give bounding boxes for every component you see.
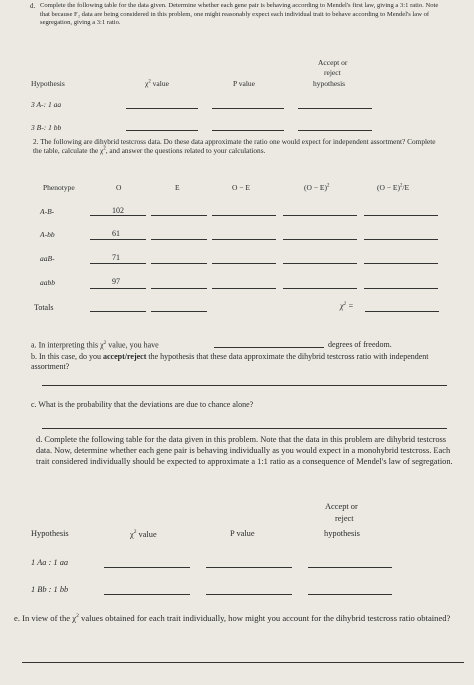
totals-label: Totals [34,303,54,312]
e-blank[interactable] [151,288,207,289]
question-a: a. In interpreting this $\chi^2$ value, you have [31,340,159,350]
oe2-blank[interactable] [283,288,357,289]
chi-component-blank[interactable] [364,239,438,240]
hypothesis-row-bb: 3 B-: 1 bb [31,123,62,132]
hypothesis-header-2b: hypothesis [324,529,360,538]
hypothesis-row-1aa: 1 Aa : 1 aa [31,558,69,567]
hypothesis-row-1bb: 1 Bb : 1 bb [31,585,69,594]
phenotype-header: Phenotype [43,183,75,192]
chi-component-blank[interactable] [364,263,438,264]
chi-square-total-blank[interactable] [365,311,439,312]
oe-blank[interactable] [212,215,276,216]
question-b: b. In this case, do you accept/reject the hypothesis that these data approximate the dihybrid testcross ratio with independent assortment? [31,352,429,372]
phenotype-row-label: aaB- [40,254,55,263]
chi-square-total-label: $\chi^2$ = [340,301,354,311]
hypothesis-header-1: Hypothesis [31,79,65,88]
oe-blank[interactable] [212,263,276,264]
e-blank[interactable] [151,215,207,216]
chi-value-header-1: $\chi^2$ value [145,79,169,88]
accept-blank[interactable] [308,594,392,595]
p-blank[interactable] [206,567,292,568]
question-c-answer-line[interactable] [42,428,447,429]
o-blank[interactable] [90,239,146,240]
p-blank[interactable] [212,108,284,109]
part-d-bottom-instructions: d. Complete the following table for the data given in this problem. Note that the data in this problem are dihybrid testcross data. Now, determine whether each gene pair is behaving individually as you would expect in a monohybrid testcross. Each trait considered individually should be expected to approximate a 1:1 ratio as a consequence of Mendel's law of segregation. [36,435,453,466]
oe-blank[interactable] [212,239,276,240]
phenotype-row-label: A-B- [40,207,55,216]
hypothesis-header-1b: hypothesis [313,79,346,88]
question-2-text: 2. The following are dihybrid testcross data. Do these data approximate the ratio one would expect for independent assortment? Complete the table, calculate the $\chi^2$, and answer the questions related to your calculations. [33,137,436,156]
chi-blank[interactable] [104,594,190,595]
p-blank[interactable] [212,130,284,131]
total-o-blank[interactable] [90,311,146,312]
part-d-top-label: d. [30,2,36,10]
oe2-blank[interactable] [283,239,357,240]
part-d-top-instructions: Complete the following table for the data given. Determine whether each gene pair is behaving according to Mendel's first law, giving a 3:1 ratio. Note that because F₂ data are being considered in this problem, one might reasonably expect each individual trait to behave according to Mendel's law of segregation, giving a 3:1 ratio. [40,2,439,27]
o-blank[interactable] [90,215,146,216]
o-minus-e-header: O − E [232,183,250,192]
accept-blank[interactable] [298,108,372,109]
oe2-blank[interactable] [283,215,357,216]
reject-header-2: reject [335,514,354,523]
chi-component-blank[interactable] [364,288,438,289]
chi-component-header: $(O - E)^2/E$ [377,183,410,192]
accept-blank[interactable] [308,567,392,568]
question-e-answer-line[interactable] [22,662,464,663]
o-blank[interactable] [90,263,146,264]
oe2-blank[interactable] [283,263,357,264]
phenotype-row-label: aabb [40,278,55,287]
observed-value: 102 [112,206,124,215]
observed-value: 71 [112,253,120,262]
accept-header-2: Accept or [325,502,358,511]
accept-header-1: Accept or [318,58,348,67]
chi-blank[interactable] [126,108,198,109]
e-header: E [175,183,180,192]
question-c: c. What is the probability that the deviations are due to chance alone? [31,400,254,409]
o-blank[interactable] [90,288,146,289]
p-value-header-2: P value [230,529,255,538]
phenotype-row-label: A-bb [40,230,55,239]
question-e: e. In view of the $\chi^2$ values obtained for each trait individually, how might you account for the dihybrid testcross ratio obtained? [14,613,451,623]
e-blank[interactable] [151,239,207,240]
hypothesis-row-aa: 3 A-: 1 aa [31,100,62,109]
o-minus-e-squared-header: $(O - E)^2$ [304,183,330,192]
question-b-answer-line[interactable] [42,385,447,386]
degrees-of-freedom-blank[interactable] [214,347,324,348]
e-blank[interactable] [151,263,207,264]
p-blank[interactable] [206,594,292,595]
observed-value: 97 [112,277,120,286]
chi-blank[interactable] [126,130,198,131]
o-header: O [116,183,122,192]
reject-header-1: reject [324,68,341,77]
total-e-blank[interactable] [151,311,207,312]
chi-blank[interactable] [104,567,190,568]
accept-blank[interactable] [298,130,372,131]
p-value-header-1: P value [233,79,256,88]
chi-component-blank[interactable] [364,215,438,216]
oe-blank[interactable] [212,288,276,289]
question-a-end: degrees of freedom. [328,340,392,349]
hypothesis-header-2: Hypothesis [31,529,69,538]
chi-value-header-2: $\chi^2$ value [130,529,157,539]
observed-value: 61 [112,229,120,238]
